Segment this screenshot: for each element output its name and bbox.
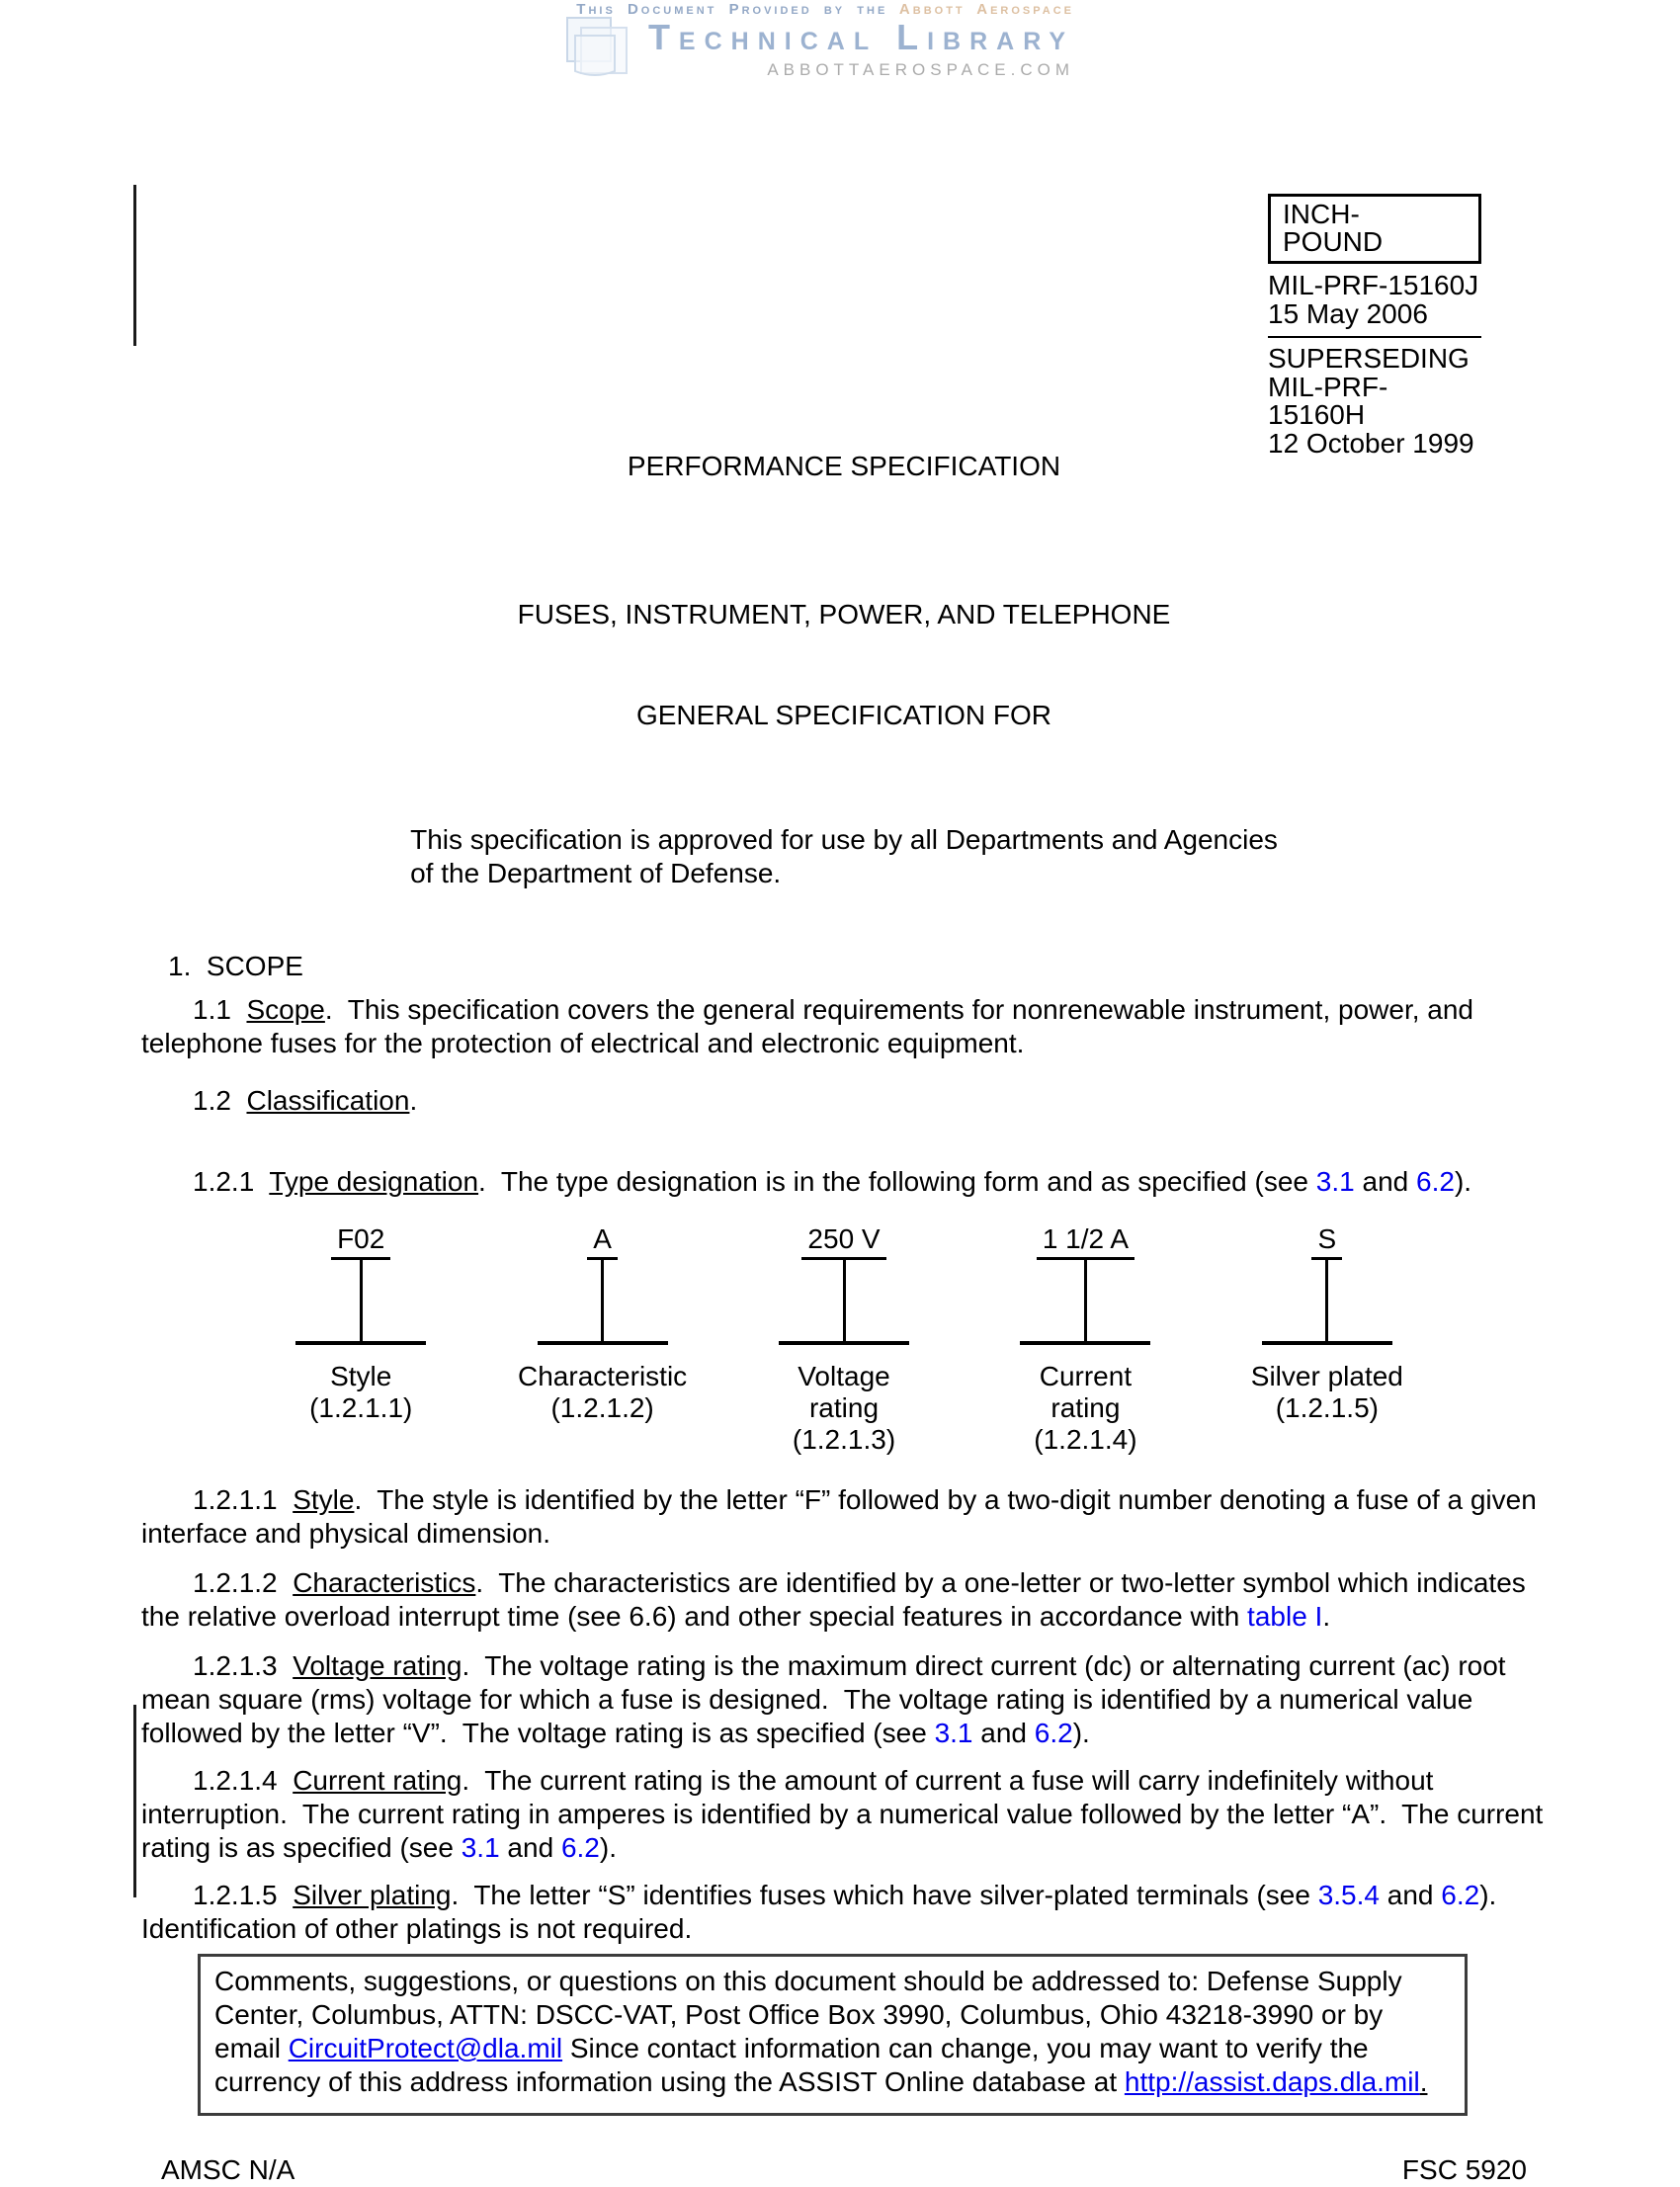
document-body (141, 450, 1552, 2187)
paragraph-1-1 (141, 993, 1547, 1060)
text-segment: 1.2.1.4 (193, 1765, 294, 1796)
text-segment: Since contact information can change, you may want to verify the currency of this address information using the ASSIST Online database at (214, 2033, 1377, 2097)
label-line: rating (808, 1392, 880, 1423)
text-segment: ). (599, 1832, 617, 1863)
text-segment: Silver plating (293, 1880, 452, 1910)
change-bar-bottom (133, 1705, 136, 1897)
connector-hbar (779, 1341, 909, 1345)
designation-code: S (1311, 1223, 1342, 1260)
inch-pound-label: INCH-POUND (1283, 199, 1384, 257)
page-title: PERFORMANCE SPECIFICATION (627, 451, 1061, 481)
text-segment: Type designation (269, 1166, 479, 1197)
ref-6-2[interactable]: 6.2 (1034, 1718, 1073, 1748)
text-segment: ). (1454, 1166, 1472, 1197)
designation-code: A (587, 1223, 618, 1260)
masthead (1268, 194, 1481, 458)
designation-code: 1 1/2 A (1037, 1223, 1134, 1260)
designation-code: F02 (331, 1223, 390, 1260)
label-line: (1.2.1.3) (792, 1424, 896, 1455)
page-footer (141, 2153, 1547, 2187)
text-segment: Scope (246, 994, 325, 1025)
text-segment: 1.2.1.1 (193, 1484, 294, 1515)
designation-column-current (965, 1222, 1206, 1456)
connector-hbar (538, 1341, 668, 1345)
ref-6-2[interactable]: 6.2 (1416, 1166, 1455, 1197)
footer-fsc: FSC 5920 (1401, 2154, 1527, 2185)
designation-label (481, 1361, 722, 1424)
designation-code: 250 V (801, 1223, 885, 1260)
ref-table-1[interactable]: table I (1247, 1601, 1323, 1632)
text-segment: . The characteristics are identified by a one-letter or two-letter symbol which indicates the relative overload interrupt time (see 6.6) and other special features in accordance with (141, 1567, 1534, 1632)
text-segment: Voltage rating (293, 1650, 462, 1681)
text-segment: . (409, 1085, 418, 1116)
text-segment: . The style is identified by the letter “F” followed by a two-digit number denoting a fuse of a given interface and physical dimension. (141, 1484, 1545, 1549)
text-segment: and (1354, 1166, 1417, 1197)
text-segment: and (499, 1832, 561, 1863)
text-segment: . The voltage rating is the maximum direct current (dc) or alternating current (ac) root mean square (rms) voltage for which a fuse is designed. The voltage rating is identified by a numerical value followed by the letter “V”. The voltage rating is as specified (see (141, 1650, 1514, 1748)
text-segment: Characteristics (293, 1567, 476, 1598)
superseding-label: SUPERSEDING (1268, 343, 1470, 374)
type-designation-diagram (240, 1222, 1448, 1456)
label-line: Silver plated (1250, 1361, 1403, 1391)
ref-3-5-4[interactable]: 3.5.4 (1317, 1880, 1380, 1910)
change-bar-top (133, 185, 136, 346)
tagline-prefix: This Document Provided by the (576, 1, 899, 18)
subject-title-line1: FUSES, INSTRUMENT, POWER, AND TELEPHONE (517, 599, 1171, 630)
connector-vline (360, 1260, 363, 1341)
label-line: Characteristic (518, 1361, 688, 1391)
connector-vline (1084, 1260, 1087, 1341)
approval-line2: of the Department of Defense. (410, 858, 782, 888)
text-segment: . The type designation is in the following form and as specified (see (478, 1166, 1316, 1197)
label-line: rating (1050, 1392, 1121, 1423)
connector-vline (843, 1260, 846, 1341)
text-segment: . (1419, 2066, 1428, 2097)
approval-statement (141, 823, 1547, 890)
text-segment: . The current rating is the amount of current a fuse will carry indefinitely without interruption. The current rating in amperes is identified by a numerical value followed by the letter “A”. The current rating is as specified (see (141, 1765, 1552, 1863)
text-segment: and (972, 1718, 1035, 1748)
paragraph-1-2-1-4 (141, 1764, 1552, 1865)
designation-label (1207, 1361, 1448, 1424)
designation-column-voltage (723, 1222, 965, 1456)
connector-hbar (1020, 1341, 1150, 1345)
text-segment: Classification (246, 1085, 410, 1116)
superseded-doc-id: MIL-PRF-15160H (1268, 372, 1388, 430)
text-segment: 1.1 (193, 994, 247, 1025)
superseded-doc-date: 12 October 1999 (1268, 428, 1474, 459)
ref-6-2[interactable]: 6.2 (560, 1832, 600, 1863)
ref-3-1[interactable]: 3.1 (461, 1832, 500, 1863)
subject-title (141, 531, 1547, 799)
text-segment: 1.2.1.3 (193, 1650, 294, 1681)
designation-label (965, 1361, 1206, 1456)
designation-column-silver-plated (1207, 1222, 1448, 1456)
text-segment: ). (1072, 1718, 1090, 1748)
designation-column-style (240, 1222, 481, 1456)
text-segment: ). Identification of other platings is not required. (141, 1880, 1512, 1944)
approval-line1: This specification is approved for use by all Departments and Agencies (410, 824, 1278, 855)
label-line: Current (1039, 1361, 1133, 1391)
text-segment: . (1322, 1601, 1331, 1632)
ref-6-2[interactable]: 6.2 (1441, 1880, 1480, 1910)
designation-label (240, 1361, 481, 1424)
connector-vline (601, 1260, 604, 1341)
abbott-aerospace-logo (514, 0, 1074, 78)
text-segment: 1.2.1.5 (193, 1880, 294, 1910)
paragraph-1-2-1 (141, 1165, 1547, 1199)
label-line: Style (330, 1361, 392, 1391)
doc-date: 15 May 2006 (1268, 298, 1428, 329)
designation-label (723, 1361, 965, 1456)
label-line: (1.2.1.1) (309, 1392, 413, 1423)
paragraph-1-2-1-5 (141, 1879, 1547, 1946)
text-segment: Style (293, 1484, 355, 1515)
connector-hbar (1262, 1341, 1392, 1345)
label-line: (1.2.1.5) (1275, 1392, 1379, 1423)
subject-title-line2: GENERAL SPECIFICATION FOR (635, 700, 1052, 730)
assist-database-link[interactable]: http://assist.daps.dla.mil (1124, 2066, 1420, 2097)
ref-3-1[interactable]: 3.1 (1315, 1166, 1355, 1197)
text-segment: . The letter “S” identifies fuses which have silver-plated terminals (see (451, 1880, 1318, 1910)
ref-3-1[interactable]: 3.1 (934, 1718, 973, 1748)
doc-id: MIL-PRF-15160J (1268, 270, 1479, 300)
text-segment: 1.2.1 (193, 1166, 270, 1197)
label-line: (1.2.1.2) (550, 1392, 654, 1423)
comments-box (198, 1954, 1468, 2116)
paragraph-1-2-1-3 (141, 1649, 1547, 1750)
label-line: Voltage (798, 1361, 890, 1391)
text-segment: . This specification covers the general requirements for nonrenewable instrument, power, and telephone fuses for the protection of electrical and electronic equipment. (141, 994, 1481, 1058)
email-link[interactable]: CircuitProtect@dla.mil (288, 2033, 563, 2063)
paragraph-1-2-1-2 (141, 1566, 1547, 1634)
text-segment: 1.2.1.2 (193, 1567, 294, 1598)
layered-pages-icon (561, 14, 656, 83)
text-segment: and (1379, 1880, 1442, 1910)
brand-name: Abbott Aerospace (898, 1, 1074, 18)
paragraph-1-2-1-1 (141, 1483, 1547, 1551)
designation-column-characteristic (481, 1222, 722, 1456)
text-segment: Current rating (293, 1765, 462, 1796)
section-heading-scope: 1. SCOPE (168, 951, 303, 981)
connector-hbar (295, 1341, 426, 1345)
label-line: (1.2.1.4) (1034, 1424, 1137, 1455)
logo-website[interactable]: ABBOTTAEROSPACE.COM (767, 60, 1074, 79)
paragraph-1-2 (141, 1084, 1547, 1118)
inch-pound-box (1268, 194, 1481, 264)
masthead-divider (1268, 336, 1481, 338)
footer-amsc: AMSC N/A (161, 2154, 295, 2185)
logo-title: Technical Library (647, 17, 1074, 57)
text-segment: Comments, suggestions, or questions on this document should be addressed to: Defense Supply Center, Columbus, ATTN: DSCC-VAT, Post Office Box 3990, Columbus, Ohio 43218-3990 or by email (214, 1966, 1410, 2063)
text-segment: 1.2 (193, 1085, 247, 1116)
connector-vline (1325, 1260, 1328, 1341)
